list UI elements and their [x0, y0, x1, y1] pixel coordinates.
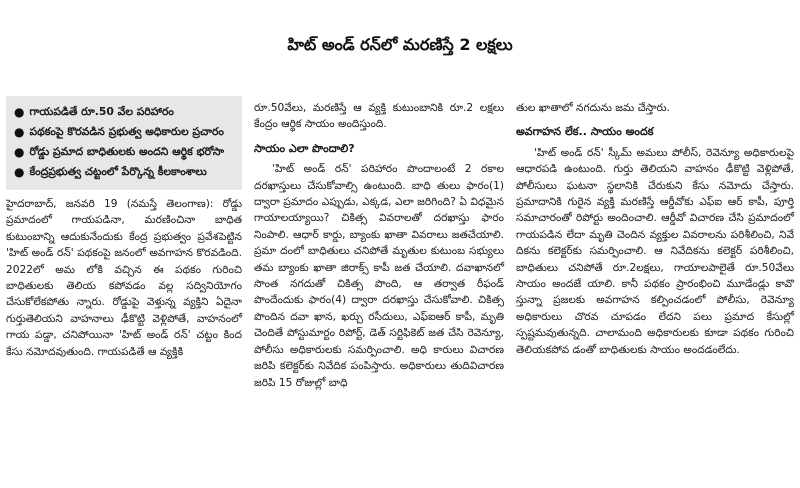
intro-paragraph: హైదరాబాద్, జనవరి 19 (నమస్తే తెలంగాణ): రోడ్డు ప్రమాదంలో గాయపడినా, మరణించినా బాధిత కుటుంబాన్ని ఆదుకునేందుకు కేంద్ర ప్రభుత్వం ప్రవేశపెట్టిన 'హిట్ అండ్ రన్' పథకంపై జనంలో అవగాహన కొరవడింది. 2022లో అమ లోకి వచ్చిన ఈ పథకం గురించి బాధితులకు తెలియ కపోవడం వల్ల సద్వినియోగం చేసుకోలేకపోతు న్నారు. రోడ్డుపై వెళ్తున్న వ్యక్తిని ఏదైనా గుర్తుతెలియని వాహనాలు ఢీకొట్టి వెళ్లిపోతే, వాహనంలో గాయ పడ్డా, చనిపోయినా 'హిట్ అండ్ రన్' చట్టం కింద కేసు నమోదవుతుంది. గాయపడితే ఆ వ్యక్తికి [6, 198, 242, 358]
bullet-icon: ● [14, 165, 25, 179]
summary-text: కేంద్రప్రభుత్వ చట్టంలో పేర్కొన్న కీలకాంశాలు [29, 165, 207, 178]
headline: హిట్ అండ్ రన్‌లో మరణిస్తే 2 లక్షలు [287, 34, 513, 54]
column-1 [6, 96, 242, 362]
summary-box [6, 96, 242, 190]
column-3 [516, 100, 794, 360]
summary-text: రోడ్డు ప్రమాద బాధితులకు అందని ఆర్థిక భరోసా [29, 145, 224, 158]
subheading: సాయం ఎలా పొందాలి? [254, 141, 355, 155]
bullet-icon: ● [14, 105, 25, 119]
paragraph: 'హిట్ అండ్ రన్' పరిహారం పొందాలంటే 2 రకాల దరఖాస్తులు చేసుకోవాల్సి ఉంటుంది. బాధి తులు ఫారం(1) ద్వారా ప్రమాదం ఎప్పుడు, ఎక్కడ, ఎలా జరిగింది? ఏ విధమైన గాయాలయ్యాయి? చికిత్స వివరాలతో దరఖాస్తు ఫారం నింపాలి. ఆధార్ కార్డు, బ్యాంకు ఖాతా వివరాలు జతచేయాలి. ప్రమా దంలో బాధితులు చనిపోతే మృతుల కుటుంబ సభ్యులు తమ బ్యాంకు ఖాతా జిరాక్స్ కాపీ జత చేయాలి. దవాఖానలో సొంత నగదుతో చికిత్స పొంది, ఆ తర్వాత రీఫండ్ పొందేందుకు ఫారం(4) ద్వారా దరఖాస్తు చేసుకోవాలి. చికిత్స పొందిన దవా ఖాన, ఖర్చు రసీదులు, ఎఫ్ఐఆర్ కాపీ, మృతి చెందితే పోస్టుమార్టం రిపోర్ట్, డెత్ సర్టిఫికెట్ జత చేసి రెవెన్యూ, పోలీసు అధికారులకు సమర్పించాలి. అధి కారులు విచారణ జరిపి కలెక్టర్‌కు నివేదిక పంపిస్తారు. అధికారులు తుదివిచారణ జరిపి 15 రోజుల్లో బాధి [254, 163, 504, 389]
paragraph: తుల ఖాతాలో నగదును జమ చేస్తారు. [516, 102, 670, 114]
summary-item [14, 104, 236, 120]
bullet-icon: ● [14, 125, 25, 139]
paragraph: 'హిట్ అండ్ రన్' స్కీమ్ అమలు పోలీస్, రెవెన్యూ అధికారులపై ఆధారపడి ఉంటుంది. గుర్తు తెలియని వాహనం ఢీకొట్టి వెళ్లిపోతే, పోలీసులు ఘటనా స్థలానికి చేరుకుని కేసు నమోదు చేస్తారు. ప్రమాదానికి గురైన వ్యక్తి మరణిస్తే ఆర్డీవోకు ఎఫ్ఐ ఆర్ కాపీ, పూర్తి సమాచారంతో రిపోర్టు అందించాలి. ఆర్డీవో విచారణ చేసి ప్రమాదంలో గాయపడిన లేదా మృతి చెందిన వ్యక్తుల వివరాలను పరిశీలించి, నివే దికను కలెక్టర్‌కు సమర్పించాలి. ఆ నివేదికను కలెక్టర్ పరిశీలించి, బాధితులు చనిపోతే రూ.2లక్షలు, గాయాలపాలైతే రూ.50వేలు సాయం అందజే యాలి. కానీ పథకం ప్రారంభించి మూడేండ్లు కావొ స్తున్నా ప్రజలకు అవగాహన కల్పించడంలో పోలీసు, రెవెన్యూ అధికారులు చొరవ చూపడం లేదని పలు ప్రమాద కేసుల్లో స్పష్టమవుతున్నది. చాలామంది అధికారులకు కూడా పథకం గురించి తెలియకపోవ డంతో బాధితులకు సాయం అందడంలేదు. [516, 146, 794, 356]
bullet-icon: ● [14, 145, 25, 159]
column-2 [254, 100, 504, 393]
paragraph: రూ.50వేలు, మరణిస్తే ఆ వ్యక్తి కుటుంబానికి రూ.2 లక్షలు కేంద్రం ఆర్థిక సాయం అందిస్తుంది. [254, 102, 504, 131]
summary-item [14, 124, 236, 140]
summary-item [14, 144, 236, 160]
summary-item [14, 164, 236, 180]
summary-text: పథకంపై కొరవడిన ప్రభుత్వ అధికారుల ప్రచారం [29, 125, 224, 138]
subheading: అవగాహన లేక.. సాయం అందక [516, 125, 654, 139]
summary-text: గాయపడితే రూ.50 వేల పరిహారం [29, 105, 174, 118]
